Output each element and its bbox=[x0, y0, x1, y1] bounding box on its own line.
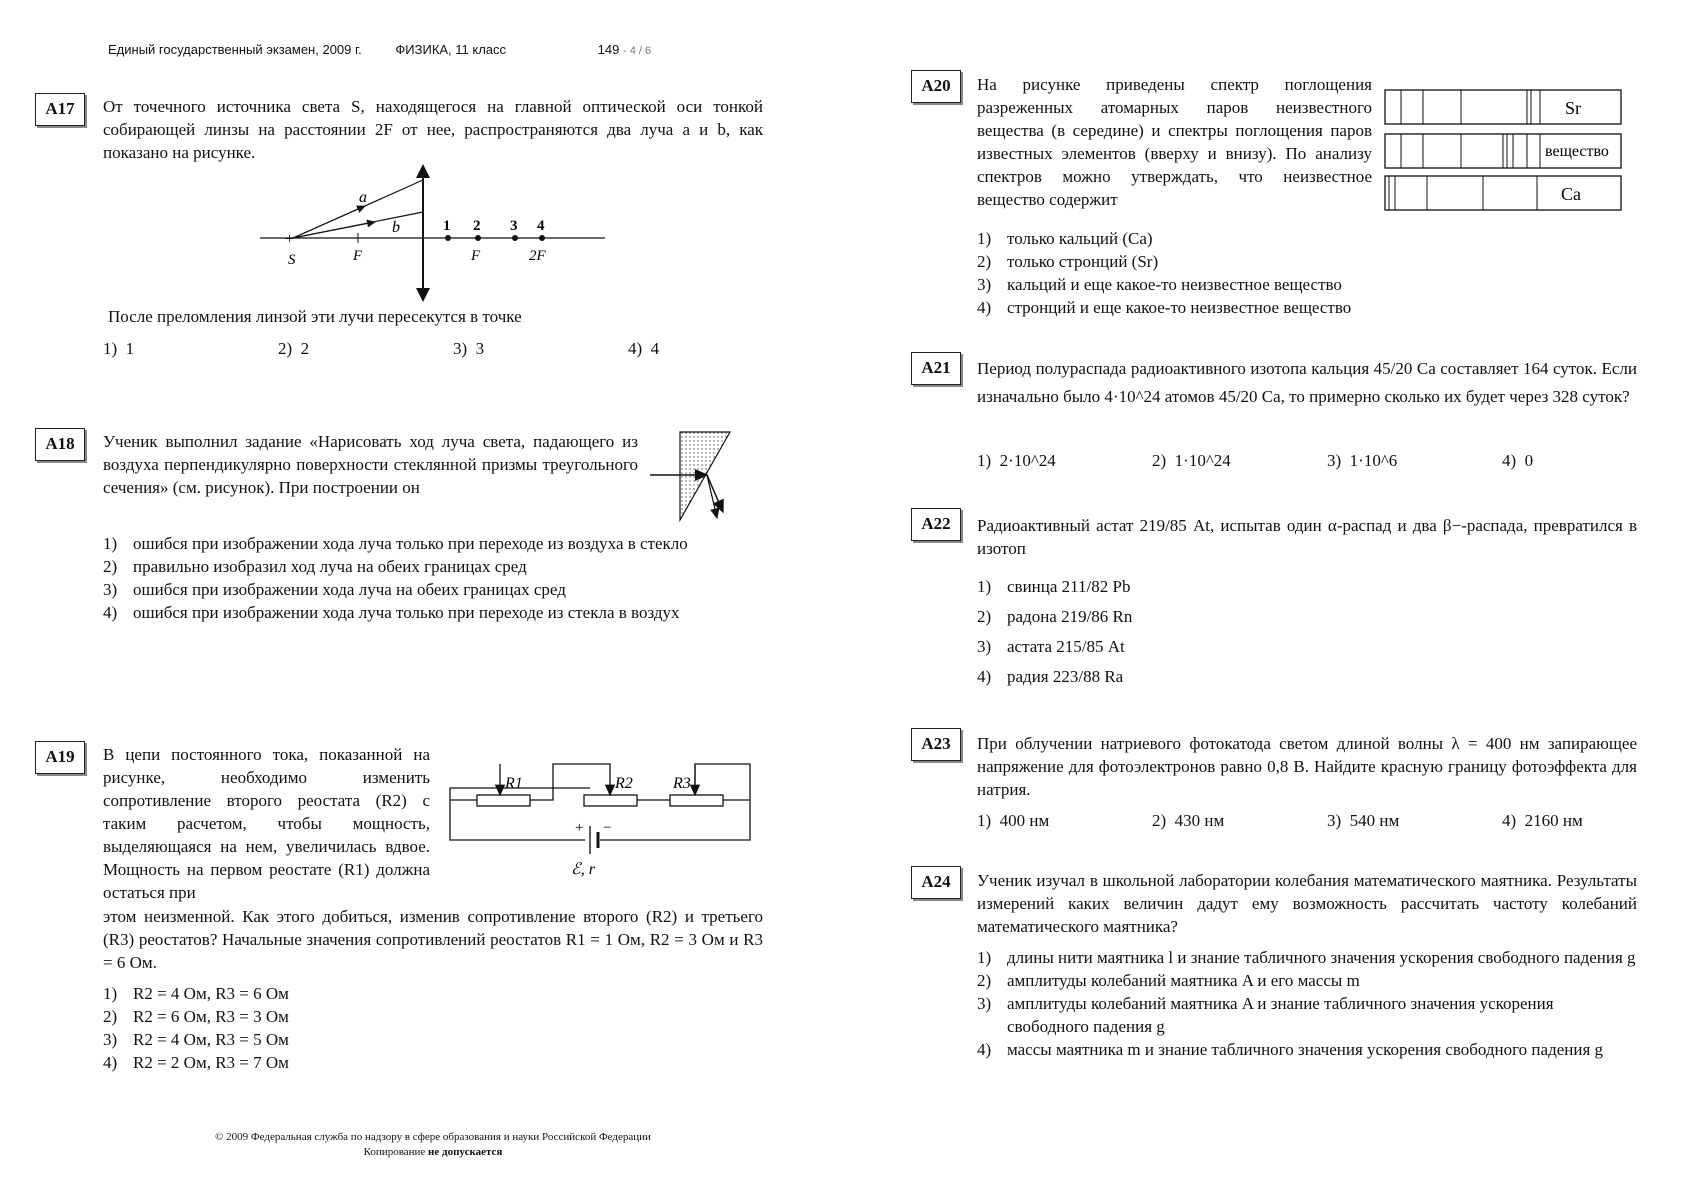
a24-option-4[interactable]: 4) массы маятника m и знание табличного значения ускорения свободного падения g bbox=[977, 1040, 1604, 1059]
a18-options bbox=[103, 532, 743, 624]
task-label-a20: А20 bbox=[911, 70, 961, 103]
page-number: 149 - 4 / 6 bbox=[597, 42, 652, 57]
svg-text:+: + bbox=[285, 231, 295, 248]
two-f-label: 2F bbox=[529, 248, 546, 264]
a23-option-4[interactable]: 4) 2160 нм bbox=[1502, 811, 1583, 830]
source-label: S bbox=[288, 252, 296, 268]
a19-circuit-diagram bbox=[445, 752, 760, 887]
spectrum-ca bbox=[1385, 176, 1621, 210]
point-3 bbox=[512, 235, 518, 241]
svg-text:вещество: вещество bbox=[1545, 143, 1609, 160]
a18-option-3[interactable]: 3) ошибся при изображении хода луча на обеих границах сред bbox=[103, 580, 566, 599]
a24-option-3[interactable]: 3) амплитуды колебаний маятника A и знание табличного значения ускорения свободного падения g bbox=[977, 994, 1554, 1036]
copy-notice: Копирование не допускается bbox=[363, 1146, 503, 1158]
ray-b-label: b bbox=[392, 219, 400, 236]
a18-option-2[interactable]: 2) правильно изобразил ход луча на обеих границах сред bbox=[103, 557, 527, 576]
task-label-a17: А17 bbox=[35, 93, 85, 126]
lens-top-arrow bbox=[416, 164, 430, 178]
a22-text: Радиоактивный астат 219/85 At, испытав один α-распад и два β−-распада, превратился в изотоп bbox=[977, 516, 1637, 558]
a19-option-2[interactable]: 2) R2 = 6 Ом, R3 = 3 Ом bbox=[103, 1007, 289, 1026]
svg-text:R1: R1 bbox=[505, 775, 523, 792]
point-2 bbox=[475, 235, 481, 241]
a21-options bbox=[977, 449, 1677, 472]
svg-text:Sr: Sr bbox=[1565, 98, 1582, 118]
a24-text: Ученик изучал в школьной лаборатории колебания математического маятника. Результаты измерений каких величин дадут ему возможность рассчитать частоту колебаний математического маятника? bbox=[977, 871, 1637, 936]
a21-option-1[interactable]: 1) 2·10^24 bbox=[977, 451, 1056, 470]
prism bbox=[680, 432, 730, 520]
rheostat-r3 bbox=[670, 795, 723, 806]
a23-option-3[interactable]: 3) 540 нм bbox=[1327, 811, 1400, 830]
page-footer bbox=[168, 1130, 698, 1160]
a23-option-1[interactable]: 1) 400 нм bbox=[977, 811, 1050, 830]
a24-option-2[interactable]: 2) амплитуды колебаний маятника A и его массы m bbox=[977, 971, 1360, 990]
focus-left-label: F bbox=[353, 248, 363, 264]
ray-b-arrow bbox=[293, 222, 375, 238]
a18-option-1[interactable]: 1) ошибся при изображении хода луча только при переходе из воздуха в стекло bbox=[103, 534, 688, 553]
svg-text:R3: R3 bbox=[673, 775, 691, 792]
svg-text:3: 3 bbox=[510, 218, 518, 234]
page-header bbox=[108, 38, 651, 63]
a23-options bbox=[977, 809, 1677, 832]
emf-label: ℰ, r bbox=[571, 861, 595, 878]
point-4 bbox=[539, 235, 545, 241]
copyright: © 2009 Федеральная служба по надзору в сфере образования и науки Российской Федерации bbox=[215, 1131, 651, 1143]
a22-option-2[interactable]: 2) радона 219/86 Rn bbox=[977, 607, 1133, 626]
a17-question: После преломления линзой эти лучи пересекутся в точке bbox=[108, 307, 522, 326]
svg-text:1: 1 bbox=[443, 218, 451, 234]
exam-title: Единый государственный экзамен, 2009 г. bbox=[108, 42, 362, 57]
rheostat-r2 bbox=[584, 795, 637, 806]
spectrum-sr bbox=[1385, 90, 1621, 124]
svg-text:2: 2 bbox=[473, 218, 481, 234]
a21-option-4[interactable]: 4) 0 bbox=[1502, 451, 1534, 470]
a17-option-4[interactable]: 4) 4 bbox=[628, 339, 660, 358]
rheostat-r1 bbox=[477, 795, 530, 806]
a17-lens-diagram bbox=[255, 160, 615, 305]
a20-option-1[interactable]: 1) только кальций (Ca) bbox=[977, 229, 1153, 248]
task-label-a24: А24 bbox=[911, 866, 961, 899]
task-label-a22: А22 bbox=[911, 508, 961, 541]
ray-a-arrow bbox=[293, 206, 365, 238]
a24-option-1[interactable]: 1) длины нити маятника l и знание табличного значения ускорения свободного падения g bbox=[977, 948, 1636, 967]
a22-option-4[interactable]: 4) радия 223/88 Ra bbox=[977, 667, 1124, 686]
a23-option-2[interactable]: 2) 430 нм bbox=[1152, 811, 1225, 830]
task-label-a19: А19 bbox=[35, 741, 85, 774]
task-label-a23: А23 bbox=[911, 728, 961, 761]
a18-option-4[interactable]: 4) ошибся при изображении хода луча только при переходе из стекла в воздух bbox=[103, 603, 680, 622]
svg-text:Ca: Ca bbox=[1561, 184, 1581, 204]
a21-text: Период полураспада радиоактивного изотопа кальция 45/20 Ca составляет 164 суток. Если изначально было 4·10^24 атомов 45/20 Ca, то примерно сколько их будет через 328 суток? bbox=[977, 359, 1637, 406]
subject-title: ФИЗИКА, 11 класс bbox=[395, 42, 507, 57]
a17-option-1[interactable]: 1) 1 bbox=[103, 339, 135, 358]
a19-text-top: В цепи постоянного тока, показанной на рисунке, необходимо изменить сопротивление второго реостата (R2) с таким расчетом, чтобы мощность, выделяющаяся на нем, увеличилась вдвое. Мощность на первом реостате (R1) должна остаться при bbox=[103, 745, 430, 902]
task-label-a21: А21 bbox=[911, 352, 961, 385]
a18-text: Ученик выполнил задание «Нарисовать ход луча света, падающего из воздуха перпендикулярно поверхности стеклянной призмы треугольного сечения» (см. рисунок). При построении он bbox=[103, 432, 638, 497]
a20-option-4[interactable]: 4) стронций и еще какое-то неизвестное вещество bbox=[977, 298, 1352, 317]
task-label-a18: А18 bbox=[35, 428, 85, 461]
focus-right-label: F bbox=[471, 248, 481, 264]
a21-option-2[interactable]: 2) 1·10^24 bbox=[1152, 451, 1231, 470]
ray-a-label: a bbox=[359, 189, 367, 206]
svg-text:4: 4 bbox=[537, 218, 545, 234]
a17-option-2[interactable]: 2) 2 bbox=[278, 339, 310, 358]
a19-option-3[interactable]: 3) R2 = 4 Ом, R3 = 5 Ом bbox=[103, 1030, 289, 1049]
a17-option-3[interactable]: 3) 3 bbox=[453, 339, 485, 358]
a19-option-1[interactable]: 1) R2 = 4 Ом, R3 = 6 Ом bbox=[103, 984, 289, 1003]
point-1 bbox=[445, 235, 451, 241]
a18-prism-diagram bbox=[645, 428, 745, 523]
a19-text-bottom: этом неизменной. Как этого добиться, изменив сопротивление второго (R2) и третьего (R3) реостатов? Начальные значения сопротивлений реостатов R1 = 1 Ом, R2 = 3 Ом и R3 = 6 Ом. bbox=[103, 907, 763, 972]
a21-option-3[interactable]: 3) 1·10^6 bbox=[1327, 451, 1398, 470]
svg-text:−: − bbox=[603, 820, 612, 836]
svg-text:R2: R2 bbox=[615, 775, 633, 792]
a20-option-2[interactable]: 2) только стронций (Sr) bbox=[977, 252, 1159, 271]
spectrum-unknown bbox=[1385, 134, 1621, 168]
a20-spectra-diagram bbox=[1383, 88, 1625, 213]
a22-option-1[interactable]: 1) свинца 211/82 Pb bbox=[977, 577, 1131, 596]
a20-option-3[interactable]: 3) кальций и еще какое-то неизвестное вещество bbox=[977, 275, 1342, 294]
a20-options bbox=[977, 227, 1537, 319]
a20-text: На рисунке приведены спектр поглощения разреженных атомарных паров неизвестного вещества (в середине) и спектры поглощения паров известных элементов (вверху и внизу). По анализу спектров можно утверждать, что неизвестное вещество содержит bbox=[977, 75, 1372, 209]
a17-text: От точечного источника света S, находящегося на главной оптической оси тонкой собирающей линзы на расстоянии 2F от нее, распространяются два луча a и b, как показано на рисунке. bbox=[103, 97, 763, 162]
refracted-ray bbox=[707, 475, 723, 512]
a17-options bbox=[103, 337, 803, 360]
a23-text: При облучении натриевого фотокатода светом длиной волны λ = 400 нм запирающее напряжение для фотоэлектронов равно 0,8 В. Найдите красную границу фотоэффекта для натрия. bbox=[977, 734, 1637, 799]
a24-options bbox=[977, 946, 1637, 1061]
svg-text:+: + bbox=[575, 820, 584, 836]
a19-option-4[interactable]: 4) R2 = 2 Ом, R3 = 7 Ом bbox=[103, 1053, 289, 1072]
a22-options bbox=[977, 572, 1377, 692]
a19-options bbox=[103, 982, 503, 1074]
lens-bottom-arrow bbox=[416, 288, 430, 302]
a22-option-3[interactable]: 3) астата 215/85 At bbox=[977, 637, 1125, 656]
